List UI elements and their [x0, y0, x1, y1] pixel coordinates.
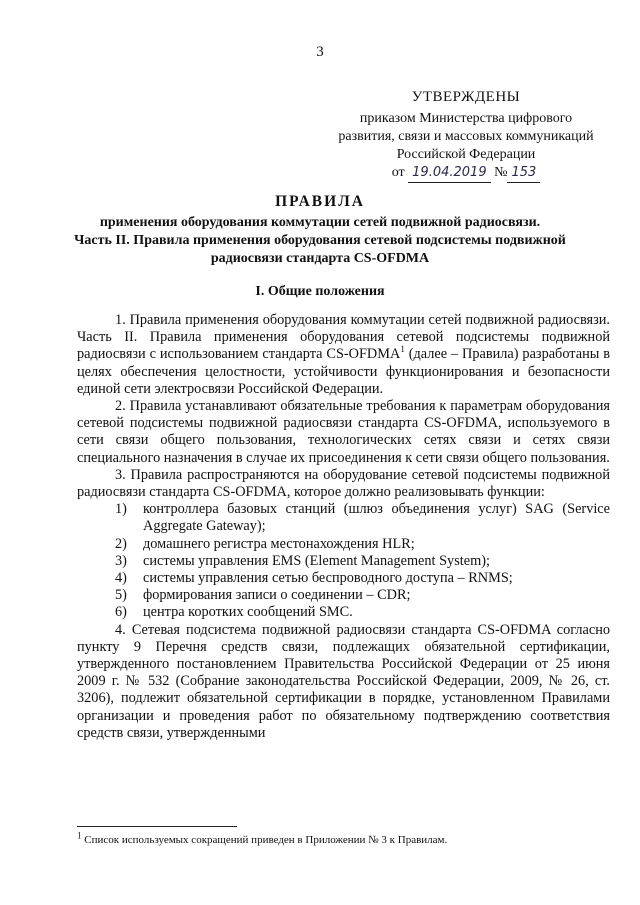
paragraph-1-text-cont: (далее – Правила) разработаны в целях обеспечения целостности, устойчивости функционирования и безопасности единой сети электросвязи Российской Федерации.	[77, 346, 610, 397]
approval-heading: УТВЕРЖДЕНЫ	[411, 89, 521, 105]
handwritten-number: 153	[507, 164, 540, 183]
list-item	[77, 536, 610, 553]
list-text: формирования записи о соединении – CDR;	[143, 587, 411, 604]
footnote-ref: 1	[400, 344, 405, 355]
list-item	[77, 604, 610, 621]
section-heading: I. Общие положения	[255, 284, 385, 299]
list-number: 5)	[115, 587, 127, 604]
subtitle-line: радиосвязи стандарта CS-OFDMA	[210, 251, 430, 266]
document-body	[77, 312, 610, 742]
list-item	[77, 587, 610, 604]
list-number: 3)	[115, 552, 127, 569]
page-number: 3	[316, 44, 324, 60]
subtitle-line: Часть II. Правила применения оборудования сетевой подсистемы подвижной	[74, 233, 566, 248]
approval-line: приказом Министерства цифрового	[359, 111, 573, 126]
document-title: ПРАВИЛА	[275, 193, 365, 210]
footnote-text: Список используемых сокращений приведен в Приложении № 3 к Правилам.	[84, 834, 448, 846]
list-text: контроллера базовых станций (шлюз объединения услуг) SAG (Service Aggregate Gateway);	[143, 501, 610, 535]
document-subtitle	[60, 214, 580, 268]
list-text: системы управления сетью беспроводного доступа – RNMS;	[143, 570, 513, 587]
paragraph-1-text: 1. Правила применения оборудования коммутации сетей подвижной радиосвязи. Часть II. Правила применения оборудования сетевой подсистемы подвижной радиосвязи с использованием стандарта CS-OFDMA	[77, 312, 610, 363]
paragraph-2: 2. Правила устанавливают обязательные требования к параметрам оборудования сетевой подсистемы подвижной радиосвязи стандарта CS-OFDMA, используемого в сети связи общего пользования, технологических сетях связи и сетях связи специального назначения в случае их присоединения к сети связи общего пользования.	[77, 398, 610, 466]
list-text: домашнего регистра местонахождения HLR;	[143, 535, 415, 552]
number-label: №	[494, 165, 508, 180]
approval-block	[316, 88, 616, 183]
list-number: 2)	[115, 535, 127, 552]
footnote	[77, 830, 448, 846]
from-label: от	[391, 165, 405, 180]
paragraph-3: 3. Правила распространяются на оборудование сетевой подсистемы подвижной радиосвязи стандарта CS-OFDMA, которое должно реализовывать функции:	[77, 466, 610, 501]
list-item	[77, 553, 610, 570]
paragraph-4: 4. Сетевая подсистема подвижной радиосвязи стандарта CS-OFDMA согласно пункту 9 Перечня средств связи, подлежащих обязательной сертификации, утвержденного постановлением Правительства Российской Федерации от 25 июня 2009 г. № 532 (Собрание законодательства Российской Федерации, 2009, № 26, ст. 3206), подлежит обязательной сертификации в порядке, установленном Правилами организации и проведения работ по обязательному подтверждению соответствия средств связи, утвержденными	[77, 621, 610, 741]
footnote-mark: 1	[77, 830, 82, 841]
list-number: 4)	[115, 570, 127, 587]
handwritten-date: 19.04.2019	[408, 164, 490, 183]
paragraph-1	[77, 312, 610, 398]
approval-line: Российской Федерации	[396, 147, 536, 162]
list-text: системы управления EMS (Element Management System);	[143, 552, 490, 569]
approval-date-line	[316, 164, 616, 183]
list-number: 6)	[115, 604, 127, 621]
list-item	[77, 501, 610, 535]
subtitle-line: применения оборудования коммутации сетей подвижной радиосвязи.	[99, 215, 541, 230]
list-item	[77, 570, 610, 587]
list-text: центра коротких сообщений SMC.	[143, 604, 353, 621]
list-number: 1)	[115, 501, 127, 518]
footnote-separator	[77, 826, 237, 827]
approval-line: развития, связи и массовых коммуникаций	[338, 129, 594, 144]
